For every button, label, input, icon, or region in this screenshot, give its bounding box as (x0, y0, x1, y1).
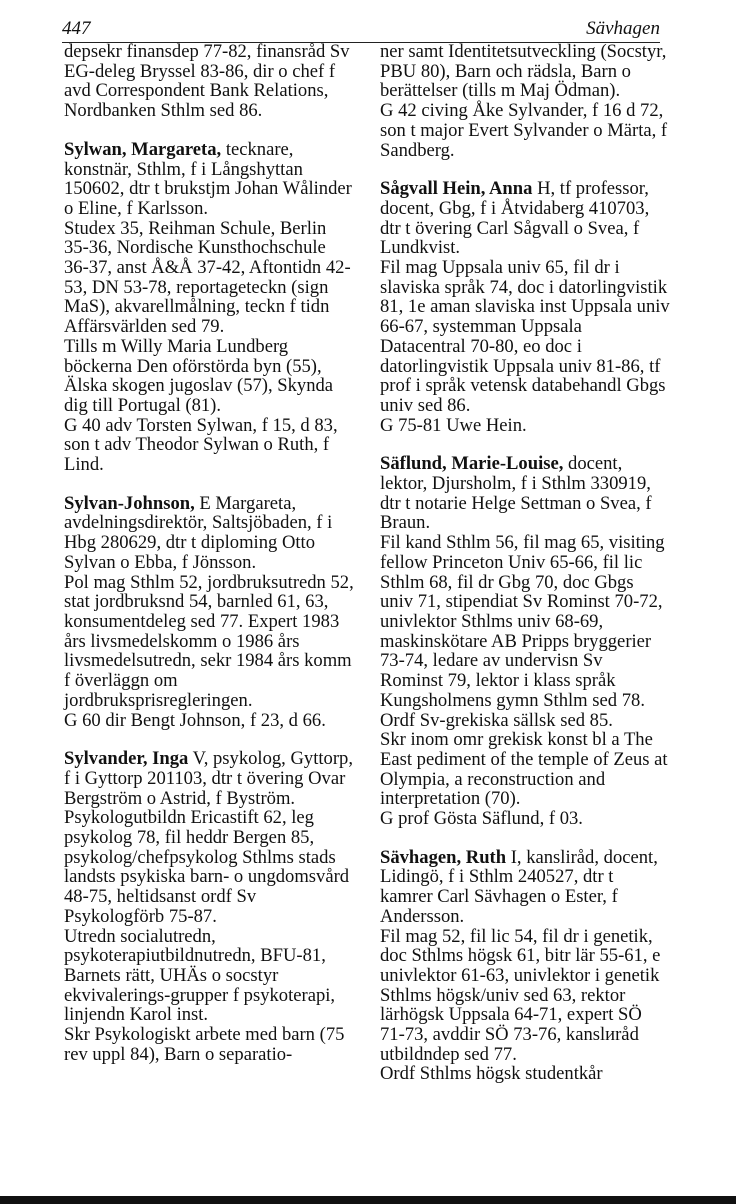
entry-name: Sylvander, Inga (64, 748, 189, 770)
entry-paragraph: Fil mag 52, fil lic 54, fil dr i genetik, doc Sthlms högsk 61, bitr lär 55-61, e univlektor 61-63, univlektor i genetik Sthlms högsk/univ sed 63, rektor lärhögsk Uppsala 64-71, expert SÖ 71-73, avddir SÖ 73-76, kanslиråd utbildndep sed 77. (380, 925, 661, 1065)
entry-paragraph: Ordf Sthlms högsk studentkår (380, 1063, 603, 1085)
entry-paragraph: Studex 35, Reihman Schule, Berlin 35-36, Nordische Kunsthochschule 36-37, anst Å&Å 37-42, Aftontidn 42-53, DN 53-78, reportageteckn (sign MaS), akvarellmålning, teckn f tidn Affärsvärlden sed 79. (64, 217, 351, 338)
entry-paragraph: Skr Psykologiskt arbete med barn (75 rev uppl 84), Barn o separatio- (64, 1024, 345, 1065)
entry-paragraph: G 40 adv Torsten Sylwan, f 15, d 83, son t adv Theodor Sylwan o Ruth, f Lind. (64, 414, 338, 476)
biography-entry (64, 140, 354, 475)
entry-heading (380, 179, 670, 258)
entry-paragraph: Tills m Willy Maria Lundberg böckerna Den oförstörda byn (55), Älska skogen jugoslav (57), Skynda dig till Portugal (81). (64, 335, 334, 416)
entry-paragraph: G 60 dir Bengt Johnson, f 23, d 66. (64, 709, 326, 731)
entry-intro: H, tf professor, docent, Gbg, f i Åtvidaberg 410703, dtr t övering Carl Sågvall o Svea, f Lundkvist. (380, 178, 650, 259)
entry-intro: docent, lektor, Djursholm, f i Sthlm 330919, dtr t notarie Helge Settman o Svea, f Braun. (380, 453, 652, 534)
entry-paragraph: Skr inom omr grekisk konst bl a The East pediment of the temple of Zeus at Olympia, a reconstruction and interpretation (70). (380, 729, 668, 810)
left-column (64, 42, 354, 1083)
biography-entry (64, 42, 354, 121)
biography-entry (64, 749, 354, 1064)
scan-edge-bar (0, 1196, 736, 1204)
biography-entry (380, 454, 670, 828)
entry-heading (64, 749, 354, 808)
entry-paragraph: Ordf Sv-grekiska sällsk sed 85. (380, 709, 613, 731)
biography-entry (64, 494, 354, 730)
entry-name: Sågvall Hein, Anna (380, 178, 533, 200)
page-header (62, 16, 660, 43)
entry-paragraph: G prof Gösta Säflund, f 03. (380, 808, 583, 830)
entry-paragraph: Fil kand Sthlm 56, fil mag 65, visiting fellow Princeton Univ 65-66, fil lic Sthlm 68, fil dr Gbg 70, doc Gbgs univ 71, stipendiat Sv Rominst 70-72, univlektor Sthlms univ 68-69, maskinskötare AB Pripps bryggerier 73-74, ledare av undervisn Sv Rominst 79, lektor i klass språk Kungsholmens gymn Sthlm sed 78. (380, 532, 665, 711)
entry-intro: tecknare, konstnär, Sthlm, f i Långshyttan 150602, dtr t brukstjm Johan Wålinder o Eline, f Karlsson. (64, 138, 352, 219)
entry-paragraph: G 75-81 Uwe Hein. (380, 414, 527, 436)
running-head: Sävhagen (586, 18, 660, 39)
entry-name: Sylvan-Johnson, (64, 492, 195, 514)
entry-paragraph: Fil mag Uppsala univ 65, fil dr i slaviska språk 74, doc i datorlingvistik 81, 1e aman slaviska inst Uppsala univ 66-67, systemman Uppsala Datacentral 70-80, eo doc i datorlingvistik Uppsala univ 81-86, tf prof i språk vetensk databehandl Gbgs univ sed 86. (380, 257, 670, 416)
entry-heading (380, 848, 670, 927)
entry-heading (64, 140, 354, 219)
biography-entry (380, 42, 670, 160)
entry-paragraph: ner samt Identitetsutveckling (Socstyr, PBU 80), Barn och rädsla, Barn o berättelser (tills m Maj Ödman). (380, 41, 667, 102)
entry-paragraph: G 42 civing Åke Sylvander, f 16 d 72, son t major Evert Sylvander o Märta, f Sandberg. (380, 100, 668, 161)
entry-name: Sylwan, Margareta, (64, 138, 222, 160)
entry-heading (380, 454, 670, 533)
entry-paragraph: Psykologutbildn Ericastift 62, leg psykolog 78, fil heddr Bergen 85, psykolog/chefpsykolog Sthlms stads landsts psykiska barn- o ungdomsvård 48-75, heltidsanst ordf Sv Psykologförb 75-87. (64, 807, 350, 927)
entry-paragraph: depsekr finansdep 77-82, finansråd Sv EG-deleg Bryssel 83-86, dir o chef f avd Correspondent Bank Relations, Nordbanken Sthlm sed 86. (64, 41, 350, 122)
biography-entry (380, 848, 670, 1084)
entry-intro: V, psykolog, Gyttorp, f i Gyttorp 201103, dtr t övering Ovar Bergström o Astrid, f Byström. (64, 748, 353, 809)
right-column (380, 42, 670, 1103)
entry-heading (64, 494, 354, 573)
entry-name: Säflund, Marie-Louise, (380, 453, 564, 475)
entry-intro: E Margareta, avdelningsdirektör, Saltsjöbaden, f i Hbg 280629, dtr t diploming Otto Sylvan o Ebba, f Jönsson. (64, 492, 333, 573)
entry-paragraph: Utredn socialutredn, psykoterapiutbildnutredn, BFU-81, Barnets rätt, UHÄs o socstyr ekvivalerings-grupper f psykoterapi, linjendn Karol inst. (64, 925, 336, 1026)
entry-intro: I, kansliråd, docent, Lidingö, f i Sthlm 240527, dtr t kamrer Carl Sävhagen o Ester, f Andersson. (380, 846, 658, 927)
page-number: 447 (62, 18, 91, 39)
entry-paragraph: Pol mag Sthlm 52, jordbruksutredn 52, stat jordbruksnd 54, barnled 61, 63, konsumentdeleg sed 77. Expert 1983 års livsmedelskomm o 1986 års livsmedelsutredn, sekr 1984 års komm f överläggn om jordbruksprisregleringen. (64, 571, 354, 711)
entry-name: Sävhagen, Ruth (380, 846, 507, 868)
biography-entry (380, 179, 670, 435)
